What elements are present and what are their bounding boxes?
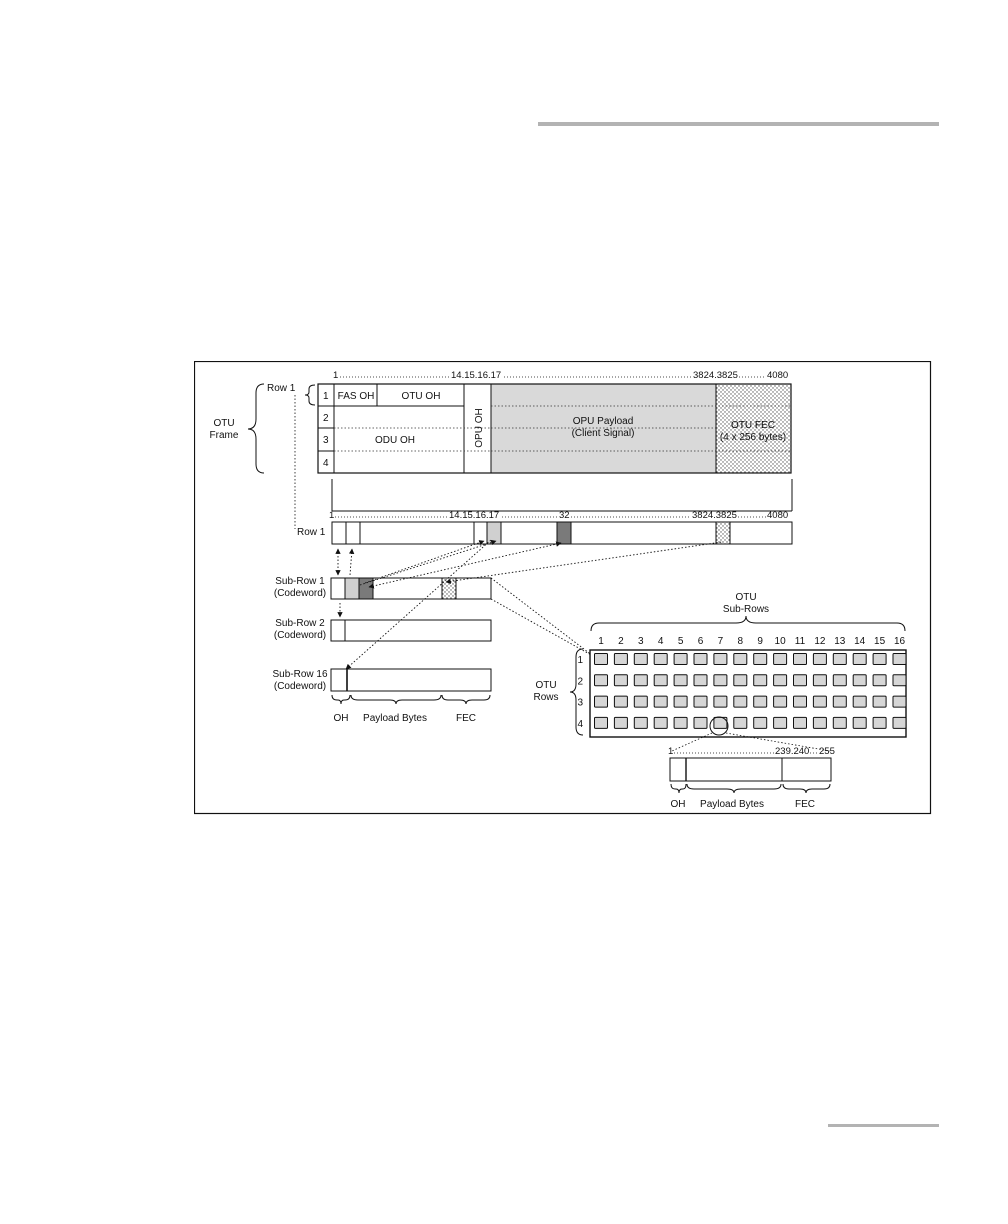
- fas-oh-label: FAS OH: [337, 391, 375, 402]
- row-detail-label: Row 1: [297, 527, 326, 538]
- grid-cell: [794, 675, 807, 686]
- grid-cell: [654, 717, 667, 728]
- grid-cell: [694, 675, 707, 686]
- grid-cell: [833, 696, 846, 707]
- row-detail-col-4080: 4080: [767, 510, 789, 521]
- grid-col-labels: [598, 636, 905, 647]
- frame-col-1: 1: [333, 370, 339, 381]
- opu-payload-label: OPU Payload: [572, 416, 634, 427]
- grid-cell: [595, 675, 608, 686]
- grid-cell: [734, 654, 747, 665]
- grid-col-label: 5: [677, 636, 684, 647]
- grid-cell: [595, 654, 608, 665]
- grid-cell: [634, 717, 647, 728]
- row-detail-fec-cell: [716, 522, 730, 544]
- grid-col-label: 13: [834, 636, 846, 647]
- otu-frame-sublabel: Frame: [209, 430, 239, 441]
- grid-title: OTU: [735, 592, 757, 603]
- codeword-brace-oh: OH: [670, 799, 686, 810]
- grid-cell: [893, 654, 906, 665]
- sub-row-brace-fec: FEC: [456, 713, 476, 724]
- frame-col-3824-3825: 3824.3825: [693, 370, 738, 381]
- grid-cell: [873, 717, 886, 728]
- grid-cell: [853, 654, 866, 665]
- grid-cell: [893, 696, 906, 707]
- grid-rows-sublabel: Rows: [533, 692, 559, 703]
- grid-cell: [654, 675, 667, 686]
- frame-col-4080: 4080: [767, 370, 789, 381]
- grid-cell: [734, 696, 747, 707]
- grid-cell: [833, 675, 846, 686]
- sub-row-brace-payload: Payload Bytes: [363, 713, 427, 724]
- grid-row-label: 1: [577, 655, 583, 666]
- sub-row-16-sublabel: (Codeword): [273, 681, 327, 692]
- grid-cell: [614, 675, 627, 686]
- sub-row-2-sublabel: (Codeword): [273, 630, 327, 641]
- grid-cell: [734, 675, 747, 686]
- grid-row-label: 2: [577, 676, 583, 688]
- grid-cell: [833, 717, 846, 728]
- grid-col-label: 12: [814, 636, 826, 647]
- grid-cell: [794, 654, 807, 665]
- otu-oh-label: OTU OH: [401, 391, 441, 402]
- grid-cell: [614, 696, 627, 707]
- codeword-scale-239-240: 239.240: [775, 746, 810, 757]
- row-detail-col-1: 1: [329, 510, 335, 521]
- grid-cell: [853, 675, 866, 686]
- grid-col-label: 15: [874, 636, 886, 647]
- grid-cell: [873, 654, 886, 665]
- grid-cell: [634, 696, 647, 707]
- grid-col-label: 16: [893, 636, 906, 647]
- sub-row-brace-oh: OH: [333, 713, 349, 724]
- codeword-scale-1: 1: [668, 746, 674, 757]
- codeword-scale-255: 255: [819, 746, 835, 757]
- grid-cell: [634, 654, 647, 665]
- grid-cell: [674, 717, 687, 728]
- row1-detail: [297, 510, 792, 544]
- sub-row-1-label: Sub-Row 1: [275, 576, 325, 587]
- grid-cell: [634, 675, 647, 686]
- grid-col-label: 11: [794, 636, 806, 647]
- frame-row-num-2: 2: [323, 413, 329, 424]
- grid-cell: [813, 675, 826, 686]
- grid-col-label: 3: [638, 636, 644, 647]
- grid-cell: [694, 696, 707, 707]
- row-detail-col-14-17: 14.15.16.17: [449, 510, 500, 521]
- grid-cell: [714, 654, 727, 665]
- grid-col-label: 2: [618, 636, 624, 647]
- otu-frame-label: OTU: [213, 418, 235, 429]
- sub-row-1-sublabel: (Codeword): [273, 588, 327, 599]
- grid-cell: [654, 654, 667, 665]
- codeword-brace-payload: Payload Bytes: [700, 799, 764, 810]
- grid-cell: [774, 675, 787, 686]
- grid-cell: [813, 654, 826, 665]
- grid-cell: [893, 675, 906, 686]
- grid-cell: [674, 675, 687, 686]
- frame-row1-label: Row 1: [267, 383, 296, 394]
- grid-cell: [714, 696, 727, 707]
- otu-frame-diagram: [194, 361, 932, 815]
- grid-subtitle: Sub-Rows: [722, 604, 770, 615]
- grid-cell: [794, 717, 807, 728]
- sub-row-1-opu-oh-cell: [345, 578, 359, 599]
- frame-row-num-3: 3: [323, 435, 329, 446]
- grid-cell: [873, 696, 886, 707]
- grid-cell: [694, 654, 707, 665]
- grid-cell: [754, 675, 767, 686]
- grid-row-labels: [577, 655, 583, 730]
- grid-col-label: 14: [854, 636, 866, 647]
- codeword-detail: [668, 746, 835, 810]
- grid-cell: [595, 696, 608, 707]
- row-detail-col-32: 32: [559, 510, 570, 521]
- sub-row-2-label: Sub-Row 2: [275, 618, 325, 629]
- grid-cell: [853, 696, 866, 707]
- frame-row-num-1: 1: [323, 391, 329, 402]
- opu-payload-sublabel: (Client Signal): [571, 428, 635, 439]
- grid-cell: [853, 717, 866, 728]
- grid-cell: [774, 717, 787, 728]
- grid-cell: [734, 717, 747, 728]
- codeword-brace-fec: FEC: [795, 799, 815, 810]
- grid-row-label: 3: [577, 697, 583, 709]
- grid-cell: [774, 654, 787, 665]
- otu-fec-label: OTU FEC: [731, 420, 775, 431]
- grid-row-label: 4: [577, 718, 583, 730]
- grid-cell: [614, 654, 627, 665]
- grid-cell: [813, 696, 826, 707]
- grid-cell: [614, 717, 627, 728]
- grid-col-label: 1: [598, 636, 604, 647]
- grid-cell: [833, 654, 846, 665]
- grid-col-label: 7: [717, 636, 724, 647]
- row-detail-col32-cell: [557, 522, 571, 544]
- opu-oh-label: OPU OH: [474, 408, 485, 448]
- grid-cell: [694, 717, 707, 728]
- otu-grid: [533, 592, 906, 751]
- grid-cell: [674, 654, 687, 665]
- row-detail-col-3824-3825: 3824.3825: [692, 510, 737, 521]
- frame-col-14-17: 14.15.16.17: [451, 370, 502, 381]
- grid-col-label: 9: [757, 636, 763, 647]
- grid-cell: [774, 696, 787, 707]
- footer-rule: [828, 1124, 939, 1127]
- sub-rows: [272, 576, 491, 724]
- header-rule: [538, 122, 939, 126]
- grid-cell: [873, 675, 886, 686]
- frame-row-num-4: 4: [323, 458, 329, 469]
- grid-col-label: 8: [737, 636, 744, 647]
- sub-row-16-label: Sub-Row 16: [272, 669, 328, 680]
- grid-cell: [794, 696, 807, 707]
- grid-cell: [595, 717, 608, 728]
- grid-cell: [654, 696, 667, 707]
- grid-cell: [754, 717, 767, 728]
- grid-col-label: 10: [774, 636, 786, 647]
- grid-cell: [674, 696, 687, 707]
- grid-col-label: 4: [657, 636, 664, 647]
- otu-frame: [210, 370, 792, 529]
- grid-col-label: 6: [697, 636, 704, 647]
- grid-cell: [714, 675, 727, 686]
- grid-cell: [893, 717, 906, 728]
- row-detail-opu-oh-cell: [487, 522, 501, 544]
- grid-cell: [754, 696, 767, 707]
- grid-rows-label: OTU: [535, 680, 557, 691]
- grid-cell: [813, 717, 826, 728]
- grid-cell: [754, 654, 767, 665]
- odu-oh-label: ODU OH: [375, 435, 415, 446]
- otu-fec-sublabel: (4 x 256 bytes): [719, 432, 787, 443]
